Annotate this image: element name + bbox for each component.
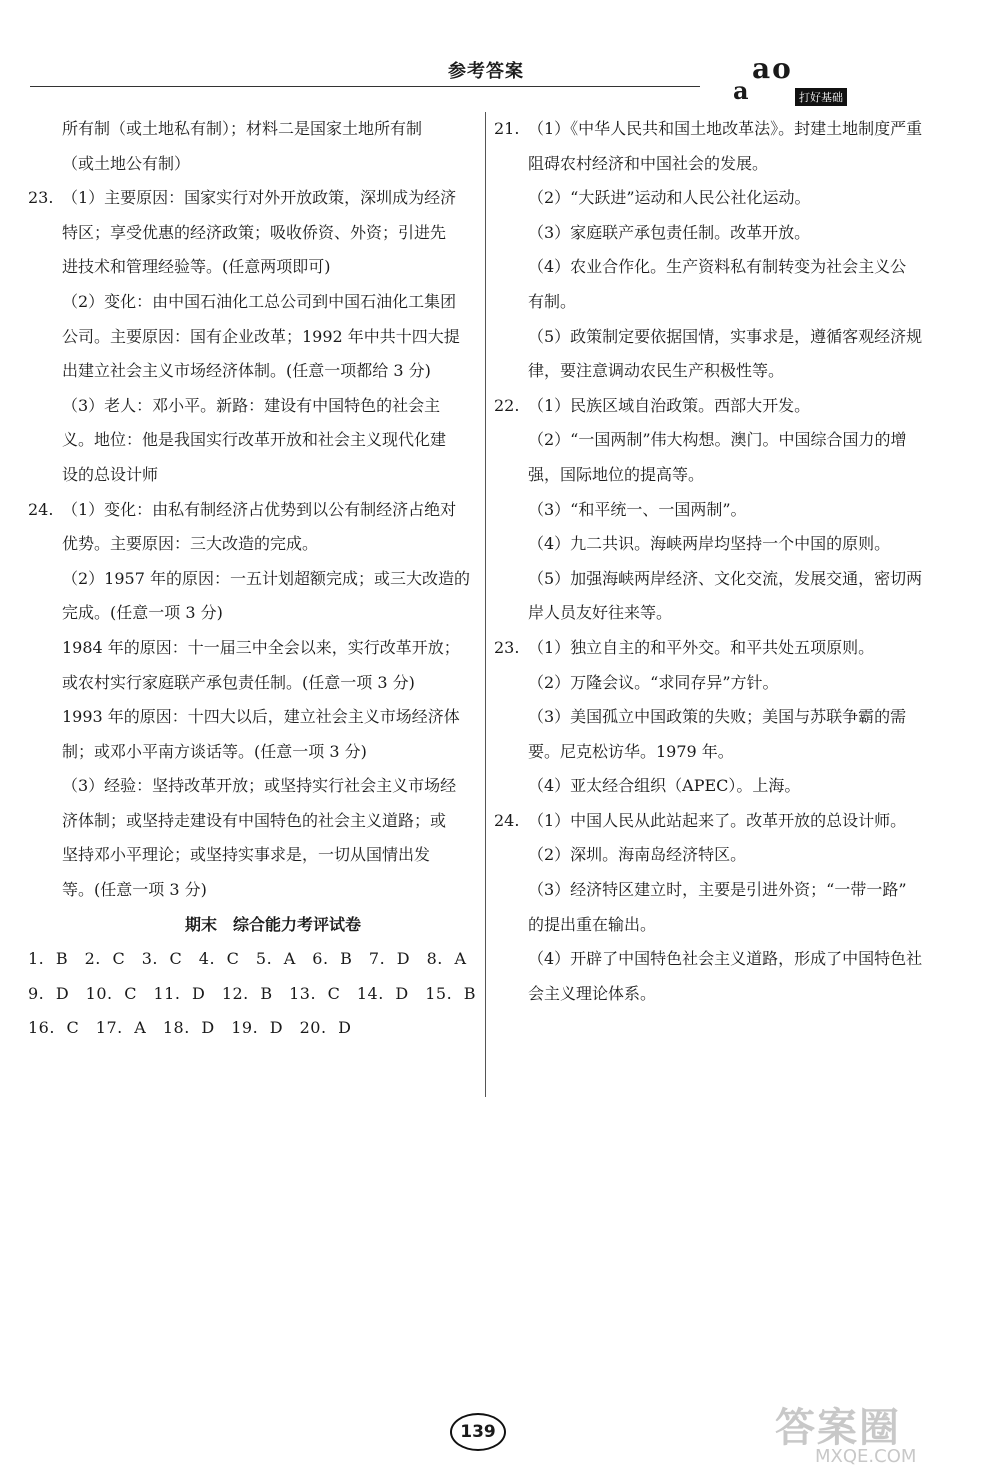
question-number: 24. bbox=[494, 810, 520, 830]
left-column bbox=[28, 112, 478, 1046]
logo-badge: 打好基础 bbox=[795, 88, 847, 106]
text-line: 或农村实行家庭联产承包责任制。(任意一项 3 分) bbox=[62, 672, 415, 692]
text-line: （4）农业合作化。生产资料私有制转变为社会主义公 bbox=[528, 257, 907, 277]
watermark-text: 答案圈 bbox=[775, 1405, 901, 1451]
text-line: 等。(任意一项 3 分) bbox=[62, 880, 207, 900]
text-line: 要。尼克松访华。1979 年。 bbox=[528, 741, 734, 761]
column-divider bbox=[485, 112, 486, 1097]
header-rule bbox=[30, 86, 700, 87]
brand-logo bbox=[700, 52, 900, 112]
text-line: 特区；享受优惠的经济政策；吸收侨资、外资；引进先 bbox=[62, 222, 447, 242]
text-line: （或土地公有制） bbox=[62, 153, 191, 173]
text-line: （2）万隆会议。“求同存异”方针。 bbox=[528, 672, 779, 692]
text-line: （1）民族区域自治政策。西部大开发。 bbox=[528, 395, 811, 415]
text-line: 出建立社会主义市场经济体制。(任意一项都给 3 分) bbox=[62, 361, 431, 381]
text-line: （1）独立自主的和平外交。和平共处五项原则。 bbox=[528, 637, 875, 657]
text-line: 岸人员友好往来等。 bbox=[528, 603, 673, 623]
question-number: 22. bbox=[494, 395, 520, 415]
answer-23 bbox=[28, 181, 478, 216]
text-line: 设的总设计师 bbox=[62, 464, 159, 484]
answer-24 bbox=[28, 493, 478, 528]
text-line: 完成。(任意一项 3 分) bbox=[62, 603, 223, 623]
text-line: （5）加强海峡两岸经济、文化交流，发展交通，密切两 bbox=[528, 568, 923, 588]
text-line: （1）主要原因：国家实行对外开放政策，深圳成为经济 bbox=[62, 188, 457, 208]
watermark-logo bbox=[775, 1405, 985, 1468]
text-line: 的提出重在输出。 bbox=[528, 914, 657, 934]
text-line: （4）九二共识。海峡两岸均坚持一个中国的原则。 bbox=[528, 534, 891, 554]
text-line: 济体制；或坚持走建设有中国特色的社会主义道路；或 bbox=[62, 810, 447, 830]
text-line: （4）亚太经合组织（APEC）。上海。 bbox=[528, 776, 801, 796]
text-line: 律，要注意调动农民生产积极性等。 bbox=[528, 361, 785, 381]
logo-text-ao: ao bbox=[752, 52, 793, 85]
text-line: （1）《中华人民共和国土地改革法》。封建土地制度严重 bbox=[528, 119, 923, 138]
text-line: （3）经济特区建立时，主要是引进外资；“一带一路” bbox=[528, 880, 907, 900]
question-number: 23. bbox=[28, 188, 54, 208]
right-column bbox=[494, 112, 954, 1011]
text-line: （3）经验：坚持改革开放；或坚持实行社会主义市场经 bbox=[62, 776, 457, 796]
question-number: 24. bbox=[28, 499, 54, 519]
text-line: （3）家庭联产承包责任制。改革开放。 bbox=[528, 222, 811, 242]
page-header-title: 参考答案 bbox=[448, 61, 524, 82]
multiple-choice-answers: 1. B 2. C 3. C 4. C 5. A 6. B 7. D 8. A bbox=[28, 949, 467, 969]
text-line: 1993 年的原因：十四大以后，建立社会主义市场经济体 bbox=[62, 707, 460, 727]
answer-22 bbox=[494, 389, 954, 424]
text-line: 有制。 bbox=[528, 291, 577, 311]
text-line: 所有制（或土地私有制）；材料二是国家土地所有制 bbox=[62, 119, 423, 138]
text-line: （4）开辟了中国特色社会主义道路，形成了中国特色社 bbox=[528, 949, 923, 969]
question-number: 23. bbox=[494, 637, 520, 657]
text-line: 制；或邓小平南方谈话等。(任意一项 3 分) bbox=[62, 741, 367, 761]
text-line: （2）深圳。海南岛经济特区。 bbox=[528, 845, 747, 865]
text-line: （5）政策制定要依据国情，实事求是，遵循客观经济规 bbox=[528, 326, 923, 346]
section-title: 期末 综合能力考评试卷 bbox=[184, 914, 361, 934]
text-line: 1984 年的原因：十一届三中全会以来，实行改革开放； bbox=[62, 637, 460, 657]
text-line: 强，国际地位的提高等。 bbox=[528, 464, 705, 484]
text-line: 优势。主要原因：三大改造的完成。 bbox=[62, 534, 319, 554]
text-line: 会主义理论体系。 bbox=[528, 983, 657, 1003]
multiple-choice-answers: 9. D 10. C 11. D 12. B 13. C 14. D 15. B bbox=[28, 983, 477, 1003]
page-number: 139 bbox=[450, 1413, 506, 1451]
text-line: 义。地位：他是我国实行改革开放和社会主义现代化建 bbox=[62, 430, 447, 450]
multiple-choice-answers: 16. C 17. A 18. D 19. D 20. D bbox=[28, 1018, 352, 1038]
text-line: 进技术和管理经验等。(任意两项即可) bbox=[62, 257, 331, 277]
answer-21 bbox=[494, 112, 954, 147]
text-line: （1）中国人民从此站起来了。改革开放的总设计师。 bbox=[528, 810, 907, 830]
text-line: （2）变化：由中国石油化工总公司到中国石油化工集团 bbox=[62, 291, 457, 311]
text-line: （2）“一国两制”伟大构想。澳门。中国综合国力的增 bbox=[528, 430, 907, 450]
text-line: （2）“大跃进”运动和人民公社化运动。 bbox=[528, 188, 811, 208]
logo-text-a: a bbox=[733, 76, 749, 105]
text-line: （1）变化：由私有制经济占优势到以公有制经济占绝对 bbox=[62, 499, 457, 519]
text-line: （3）美国孤立中国政策的失败；美国与苏联争霸的需 bbox=[528, 707, 907, 727]
text-line: （3）“和平统一、一国两制”。 bbox=[528, 499, 747, 519]
text-line: （2）1957 年的原因：一五计划超额完成；或三大改造的 bbox=[62, 568, 470, 588]
text-line: 公司。主要原因：国有企业改革；1992 年中共十四大提 bbox=[62, 326, 460, 346]
text-line: 阻碍农村经济和中国社会的发展。 bbox=[528, 153, 769, 173]
text-line: （3）老人：邓小平。新路：建设有中国特色的社会主 bbox=[62, 395, 441, 415]
question-number: 21. bbox=[494, 119, 520, 138]
answer-24-right bbox=[494, 804, 954, 839]
watermark-url: MXQE.COM bbox=[815, 1446, 917, 1467]
answer-23-right bbox=[494, 631, 954, 666]
text-line: 坚持邓小平理论；或坚持实事求是，一切从国情出发 bbox=[62, 845, 431, 865]
